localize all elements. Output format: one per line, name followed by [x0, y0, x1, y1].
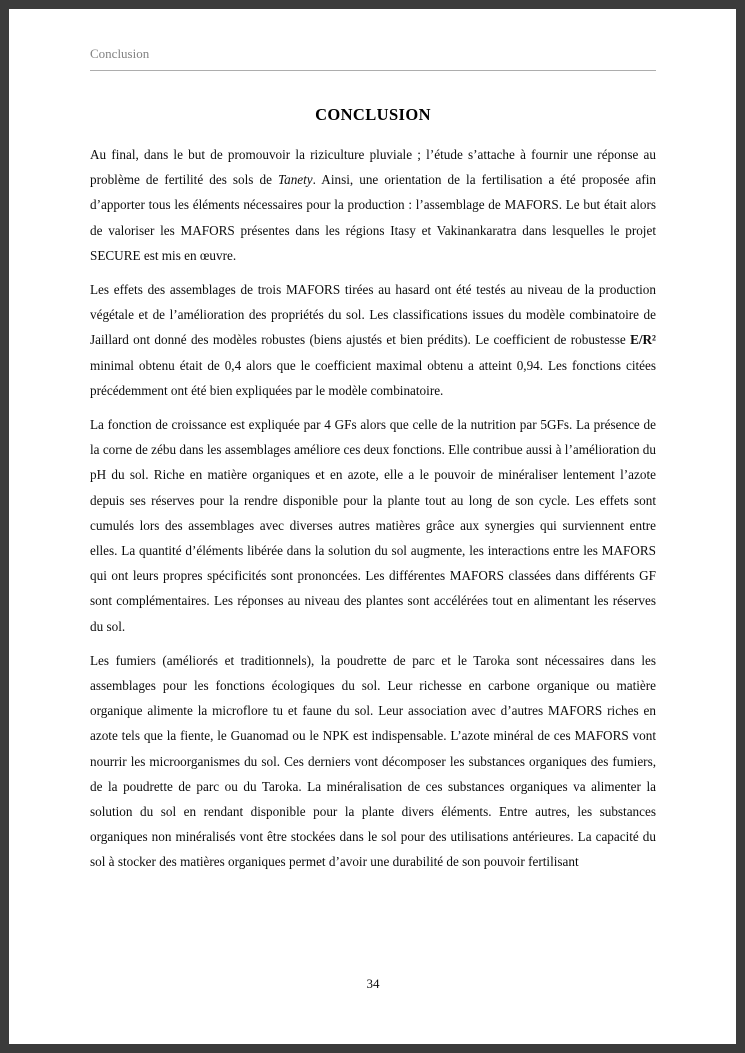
running-header-text: Conclusion: [90, 46, 150, 61]
text-segment: minimal obtenu était de 0,4 alors que le coefficient maximal obtenu a atteint 0,94. Les fonctions citées précédemment ont été bien expliquées par le modèle combinatoire.: [90, 357, 656, 398]
page-number: 34: [366, 976, 380, 991]
text-segment: Les fumiers (améliorés et traditionnels), la poudrette de parc et le Taroka sont nécessaires dans les assemblages pour les fonctions écologiques du sol. Leur richesse en carbone organique ou matière organique alimente la microflore tu et faune du sol. Leur association avec d’autres MAFORS riches en azote tels que la fiente, le Guanomad ou le NPK est indispensable. L’azote minéral de ces MAFORS vont nourrir les microorganismes du sol. Ces derniers vont décomposer les substances organiques des fumiers, de la poudrette de parc ou du Taroka. La minéralisation de ces substances organiques va alimenter la solution du sol en rendant disponible pour la plante divers éléments. Entre autres, les substances organiques non minéralisés vont être stockées dans le sol pour des utilisations antérieures. La capacité du sol à stocker des matières organiques permet d’avoir une durabilité de son pouvoir fertilisant: [90, 652, 656, 870]
text-segment: La fonction de croissance est expliquée par 4 GFs alors que celle de la nutrition par 5GFs. La présence de la corne de zébu dans les assemblages améliore ces deux fonctions. Elle contribue aussi à l’amélioration du pH du sol. Riche en matière organiques et en azote, elle a le pouvoir de minéraliser lentement l’azote depuis ses réserves pour la rendre disponible pour la plante tout au long de son cycle. Les effets sont cumulés lors des assemblages avec diverses autres matières grâce aux synergies qui surviennent entre elles. La quantité d’éléments libérée dans la solution du sol augmente, les interactions entre les MAFORS qui ont leurs propres spécificités sont prononcées. Les différentes MAFORS classées dans différents GF sont complémentaires. Les réponses au niveau des plantes sont accélérées tout en alimentant les réserves du sol.: [90, 417, 656, 634]
paragraph: [90, 277, 656, 403]
text-segment: Au final, dans le but de promouvoir la riziculture pluviale ; l’étude s’attache à fournir une réponse au problème de fertilité des sols de: [90, 147, 656, 188]
page-footer: [90, 976, 656, 992]
paragraph: [90, 412, 656, 639]
text-segment: Les effets des assemblages de trois MAFORS tirées au hasard ont été testés au niveau de la production végétale et de l’amélioration des propriétés du sol. Les classifications issues du modèle combinatoire de Jaillard ont donné des modèles robustes (biens ajustés et bien prédits). Le coefficient de robustesse: [90, 282, 656, 348]
paragraph: [90, 142, 656, 268]
paragraph: [90, 648, 656, 875]
text-segment: Tanety: [277, 172, 313, 188]
page-header: [90, 45, 656, 71]
text-segment: . Ainsi, une orientation de la fertilisation a été proposée afin d’apporter tous les éléments nécessaires pour la production : l’assemblage de MAFORS. Le but était alors de valoriser les MAFORS présentes dans les régions Itasy et Vakinankaratra dans lesquelles le projet SECURE est mis en œuvre.: [90, 172, 656, 263]
paragraphs: [90, 142, 656, 875]
text-segment: E/R²: [630, 332, 656, 348]
conclusion-title: CONCLUSION: [315, 105, 431, 124]
